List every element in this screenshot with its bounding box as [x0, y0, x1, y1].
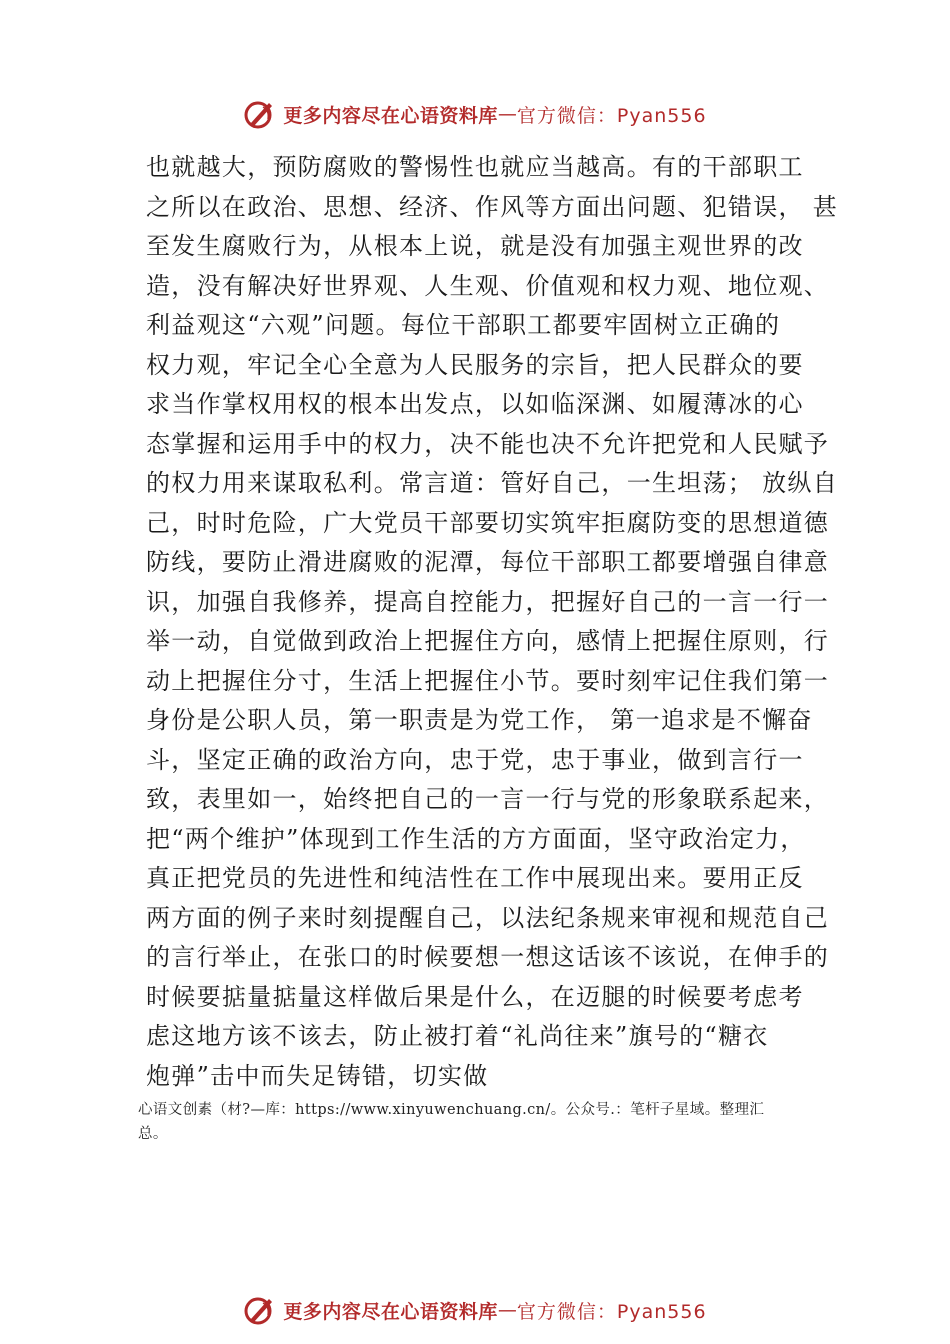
body-line: 致，表里如一，始终把自己的一言一行与党的形象联系起来，: [146, 785, 830, 813]
body-line: 的权力用来谋取私利。常言道：管好自己，一生坦荡； 放纵自: [146, 469, 839, 497]
source-note-line: 总。: [138, 1126, 168, 1142]
body-line: 举一动，自觉做到政治上把握住方向，感情上把握住原则，行: [146, 627, 830, 655]
body-line: 求当作掌权用权的根本出发点，以如临深渊、如履薄冰的心: [146, 390, 804, 418]
body-line: 己，时时危险，广大党员干部要切实筑牢拒腐防变的思想道德: [146, 508, 830, 537]
body-line: 动上把握住分寸，生活上把握住小节。要时刻牢记住我们第一: [146, 666, 830, 695]
body-line: 识，加强自我修养，提高自控能力，把握好自己的一言一行一: [146, 587, 830, 616]
body-line: 斗，坚定正确的政治方向，忠于党，忠于事业，做到言行一: [146, 745, 804, 774]
body-line: 虑这地方该不该去，防止被打着“礼尚往来”旗号的“糖衣: [146, 1022, 769, 1050]
body-line: 炮弹”击中而失足铸错，切实做: [146, 1061, 489, 1090]
body-line: 至发生腐败行为，从根本上说，就是没有加强主观世界的改: [146, 232, 804, 260]
footer-banner: [0, 1290, 950, 1330]
body-line: 利益观这“六观”问题。每位干部职工都要牢固树立正确的: [146, 311, 781, 339]
body-line: 的言行举止，在张口的时候要想一想这话该不该说，在伸手的: [146, 943, 830, 971]
body-line: 之所以在政治、思想、经济、作风等方面出问题、犯错误， 甚: [146, 192, 839, 221]
header-dash: —: [497, 103, 517, 125]
header-wechat-text: 官方微信：Pyan556: [516, 104, 707, 127]
source-note-line: 心语文创素（材?—库：https://www.xinyuwenchuang.cn/。公众号.：笔杆子星域。整理汇: [138, 1102, 765, 1118]
footer-brand-text: 更多内容尽在心语资料库: [283, 1300, 498, 1323]
header-brand-text: 更多内容尽在心语资料库: [283, 104, 498, 127]
body-line: 态掌握和运用手中的权力，决不能也决不允许把党和人民赋予: [146, 429, 830, 458]
body-line: 真正把党员的先进性和纯洁性在工作中展现出来。要用正反: [146, 864, 804, 892]
footer-dash: —: [497, 1299, 517, 1321]
body-line: 两方面的例子来时刻提醒自己，以法纪条规来审视和规范自己: [146, 903, 830, 932]
body-line: 时候要掂量掂量这样做后果是什么，在迈腿的时候要考虑考: [146, 982, 804, 1011]
header-banner: [0, 94, 950, 134]
body-line: 权力观，牢记全心全意为人民服务的宗旨，把人民群众的要: [146, 350, 804, 379]
brush-pen-logo-icon: [243, 1293, 277, 1327]
body-line: 防线，要防止滑进腐败的泥潭，每位干部职工都要增强自律意: [146, 548, 830, 576]
brush-pen-logo-icon: [243, 97, 277, 131]
body-line: 身份是公职人员，第一职责是为党工作， 第一追求是不懈奋: [146, 706, 813, 734]
body-line: 造，没有解决好世界观、人生观、价值观和权力观、地位观、: [146, 271, 830, 300]
source-note: [138, 1098, 838, 1146]
footer-wechat-text: 官方微信：Pyan556: [516, 1300, 707, 1323]
document-body: [146, 148, 839, 1096]
body-line: 也就越大，预防腐败的警惕性也就应当越高。有的干部职工: [146, 153, 804, 181]
body-line: 把“两个维护”体现到工作生活的方方面面，坚守政治定力，: [146, 824, 806, 853]
